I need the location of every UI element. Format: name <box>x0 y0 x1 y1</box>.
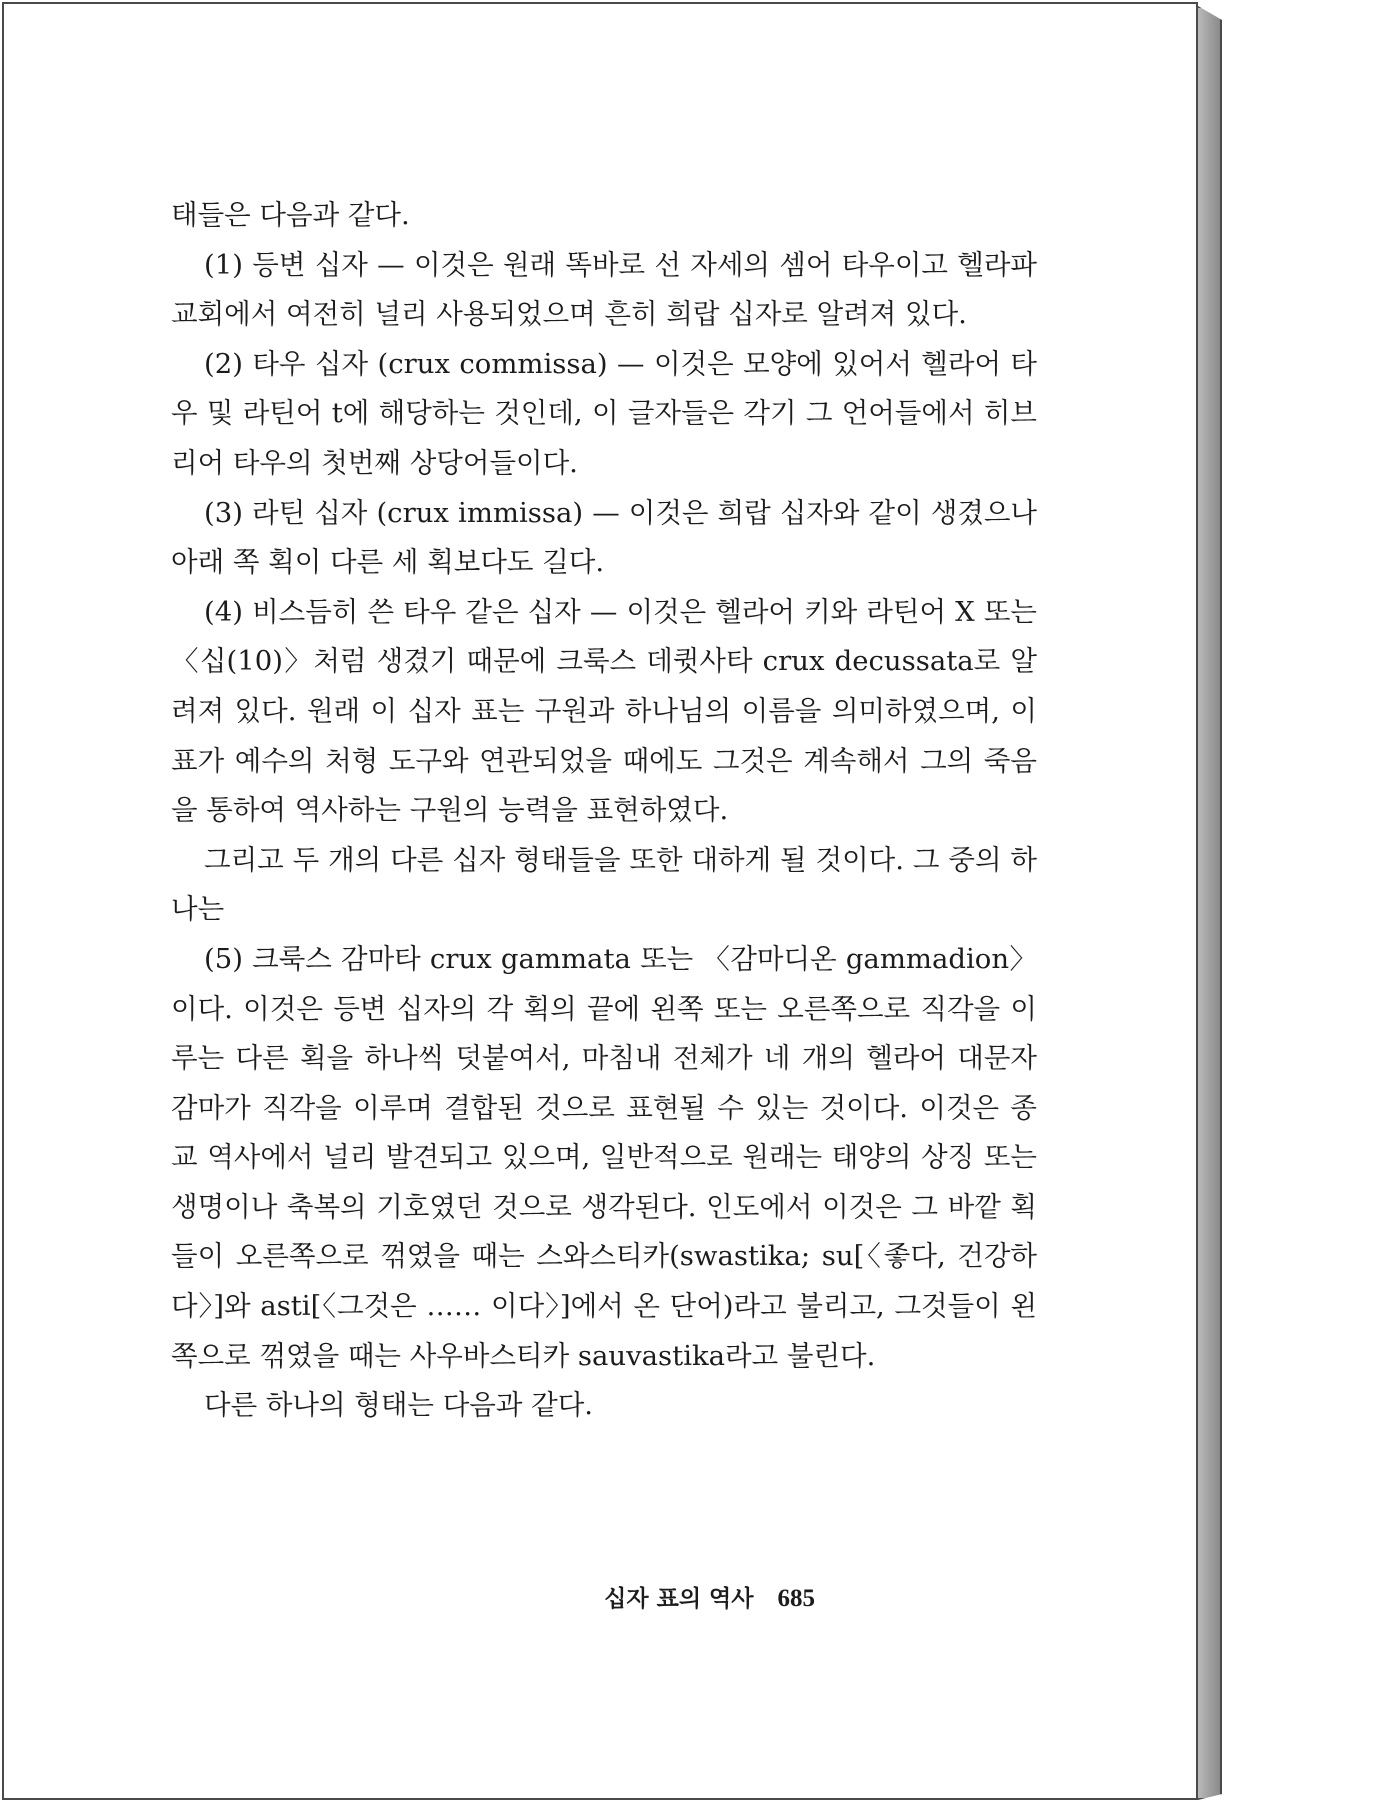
page-number: 685 <box>777 1585 815 1612</box>
paragraph-next-form: 다른 하나의 형태는 다음과 같다. <box>204 1389 594 1422</box>
paragraph-latin-cross: (3) 라틴 십자 (crux immissa) — 이것은 희랍 십자와 같이 생겼으나 아래 쪽 획이 다른 세 획보다도 길다. <box>171 496 1037 579</box>
paragraph-crux-gammata: (5) 크룩스 감마타 crux gammata 또는 〈감마디온 gammadion〉이다. 이것은 등변 십자의 각 획의 끝에 왼쪽 또는 오른쪽으로 직각을 이루는 다른 획을 하나씩 덧붙여서, 마침내 전체가 네 개의 헬라어 대문자 감마가 직각을 이루며 결합된 것으로 표현될 수 있는 것이다. 이것은 종교 역사에서 널리 발견되고 있으며, 일반적으로 원래는 태양의 상징 또는 생명이나 축복의 기호였던 것으로 생각된다. 인도에서 이것은 그 바깥 획들이 오른쪽으로 꺾였을 때는 스와스티카(swastika; su[〈좋다, 건강하다〉]와 asti[〈그것은 …… 이다〉]에서 온 단어)라고 불리고, 그것들이 왼쪽으로 꺾였을 때는 사우바스티카 sauvastika라고 불린다. <box>171 942 1038 1372</box>
running-title: 십자 표의 역사 <box>604 1585 754 1612</box>
book-page <box>2 2 1198 1800</box>
page-edge-shadow <box>1198 6 1222 1800</box>
paragraph-other-forms: 그리고 두 개의 다른 십자 형태들을 또한 대하게 될 것이다. 그 중의 하나는 <box>171 843 1037 926</box>
paragraph-greek-cross: (1) 등변 십자 — 이것은 원래 똑바로 선 자세의 셈어 타우이고 헬라파 교회에서 여전히 널리 사용되었으며 흔히 희랍 십자로 알려져 있다. <box>171 248 1037 331</box>
page-body <box>171 191 1037 1431</box>
paragraph-continuation: 태들은 다음과 같다. <box>171 199 410 231</box>
paragraph-saltire-cross: (4) 비스듬히 쓴 타우 같은 십자 — 이것은 헬라어 키와 라틴어 X 또는 〈십(10)〉처럼 생겼기 때문에 크룩스 데큇사타 crux decussata로 알려져 있다. 원래 이 십자 표는 구원과 하나님의 이름을 의미하였으며, 이 표가 예수의 처형 도구와 연관되었을 때에도 그것은 계속해서 그의 죽음을 통하여 역사하는 구원의 능력을 표현하였다. <box>171 595 1037 827</box>
paragraph-tau-cross: (2) 타우 십자 (crux commissa) — 이것은 모양에 있어서 헬라어 타우 및 라틴어 t에 해당하는 것인데, 이 글자들은 각기 그 언어들에서 히브리어 타우의 첫번째 상당어들이다. <box>171 347 1037 479</box>
page-footer <box>604 1580 815 1613</box>
